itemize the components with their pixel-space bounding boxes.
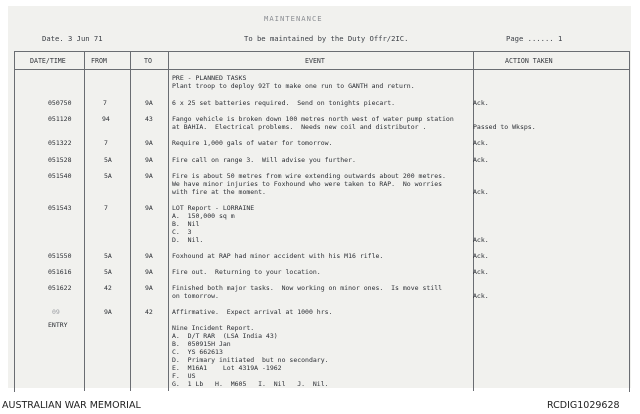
row-from: 7: [104, 139, 108, 147]
column-divider: [130, 51, 131, 391]
row-to: 9A: [145, 156, 153, 164]
row-time: ENTRY: [48, 321, 68, 329]
row-from: 5A: [104, 172, 112, 180]
row-time: 051322: [48, 139, 72, 147]
row-from: 42: [104, 284, 112, 292]
row-time: 051616: [48, 268, 72, 276]
form-title: MAINTENANCE: [264, 14, 323, 23]
column-header-from: FROM: [91, 57, 107, 65]
event-text: Nine Incident Report. A. D/T RAR (LSA India 43) B. 050915H Jan C. YS 662613 D. Primary initiated but no secondary. E. M16A1 Lot 4319A -1962 F. US G. 1 Lb H. M605 I. Nil J. Nil.: [172, 324, 329, 388]
page-label: Page: [506, 34, 524, 43]
row-from: 5A: [104, 252, 112, 260]
row-to: 9A: [145, 268, 153, 276]
row-to: 9A: [145, 252, 153, 260]
event-text: LOT Report - LORRAINE A. 150,000 sq m B. Nil C. 3 D. Nil.: [172, 204, 255, 244]
column-divider: [168, 51, 169, 391]
action-text: Ack.: [473, 99, 489, 107]
event-text: Fire is about 50 metres from wire extending outwards about 200 metres. We have minor injuries to Foxhound who were taken to RAP. No worries with fire at the moment.: [172, 172, 446, 196]
row-time: 051528: [48, 156, 72, 164]
row-time: 09: [52, 308, 60, 316]
row-from: 7: [104, 204, 108, 212]
row-from: 9A: [104, 308, 112, 316]
event-text: PRE - PLANNED TASKS Plant troop to deploy 92T to make one run to GANTH and return.: [172, 74, 415, 90]
footer-id: RCDIG1029628: [547, 400, 620, 411]
row-time: 051540: [48, 172, 72, 180]
row-from: 94: [102, 115, 110, 123]
row-from: 7: [103, 99, 107, 107]
column-header-action: ACTION TAKEN: [505, 57, 553, 65]
row-time: 051543: [48, 204, 72, 212]
row-to: 9A: [145, 204, 153, 212]
date-field: Date. 3 Jun 71: [42, 34, 103, 43]
action-text: Ack.: [473, 292, 489, 300]
page-field: Page ...... 1: [506, 34, 563, 43]
row-to: 43: [145, 115, 153, 123]
row-to: 9A: [145, 172, 153, 180]
event-text: Finished both major tasks. Now working on minor ones. Is move still on tomorrow.: [172, 284, 443, 300]
date-label: Date: [42, 34, 60, 43]
column-header-datetime: DATE/TIME: [30, 57, 66, 65]
event-text: Affirmative. Expect arrival at 1000 hrs.: [172, 308, 333, 316]
footer-source: AUSTRALIAN WAR MEMORIAL: [2, 400, 141, 411]
action-text: Passed to Wksps.: [473, 123, 536, 131]
action-text: Ack.: [473, 252, 489, 260]
event-text: Fango vehicle is broken down 100 metres north west of water pump station at BAHIA. Electrical problems. Needs new coil and distributor .: [172, 115, 454, 131]
date-value: 3 Jun 71: [67, 34, 103, 43]
row-to: 42: [145, 308, 153, 316]
log-sheet: [8, 6, 631, 388]
row-to: 9A: [145, 139, 153, 147]
event-text: Foxhound at RAP had minor accident with his M16 rifle.: [172, 252, 384, 260]
action-text: Ack.: [473, 188, 489, 196]
event-text: Fire call on range 3. Will advise you further.: [172, 156, 356, 164]
event-text: Require 1,000 gals of water for tomorrow.: [172, 139, 333, 147]
row-to: 9A: [145, 284, 153, 292]
action-text: Ack.: [473, 156, 489, 164]
action-text: Ack.: [473, 236, 489, 244]
event-text: 6 x 25 set batteries required. Send on tonights piecart.: [172, 99, 396, 107]
column-divider: [84, 51, 85, 391]
form-subtitle: To be maintained by the Duty Offr/2IC.: [244, 34, 409, 43]
row-from: 5A: [104, 268, 112, 276]
event-text: Fire out. Returning to your location.: [172, 268, 321, 276]
row-to: 9A: [145, 99, 153, 107]
page-number: 1: [557, 34, 563, 43]
row-time: 050750: [48, 99, 72, 107]
row-time: 051120: [48, 115, 72, 123]
action-text: Ack.: [473, 139, 489, 147]
header-divider: [14, 69, 629, 70]
row-time: 051550: [48, 252, 72, 260]
column-header-event: EVENT: [305, 57, 325, 65]
column-header-to: TO: [144, 57, 152, 65]
row-time: 051622: [48, 284, 72, 292]
row-from: 5A: [104, 156, 112, 164]
action-text: Ack.: [473, 268, 489, 276]
